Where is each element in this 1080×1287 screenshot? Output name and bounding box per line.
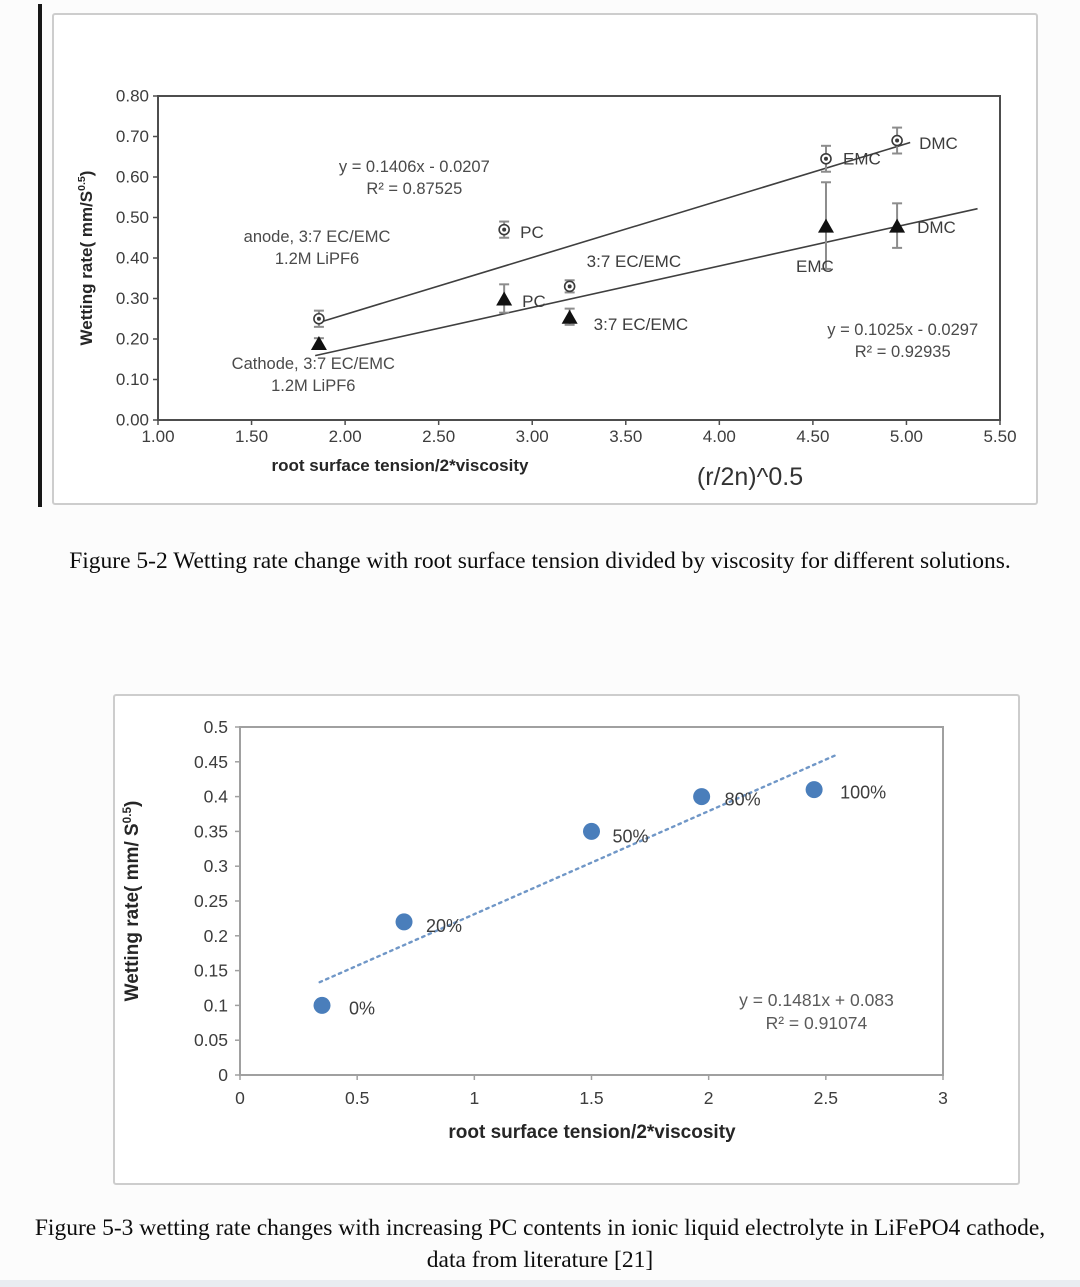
y-axis-title: Wetting rate( mm/ $S^{0.5}$) [121, 800, 143, 1002]
data-point [892, 136, 902, 146]
data-point [818, 219, 834, 233]
svg-text:1.2M LiPF6: 1.2M LiPF6 [274, 249, 360, 268]
svg-text:y = 0.1025x - 0.0297: y = 0.1025x - 0.0297 [827, 321, 979, 340]
point-label: 3:7 EC/EMC [586, 251, 682, 271]
point-label: 100% [840, 782, 887, 803]
figure-5-2-caption: Figure 5-2 Wetting rate change with root surface tension divided by viscosity for different solutions. [69, 548, 1011, 574]
svg-text:R² = 0.91074: R² = 0.91074 [765, 1012, 868, 1033]
figure-5-3-caption: Figure 5-3 wetting rate changes with increasing PC contents in ionic liquid electrolyte in LiFePO4 cathode, data from literature [21] [34, 1215, 1046, 1273]
svg-text:y = 0.1481x + 0.083: y = 0.1481x + 0.083 [739, 989, 894, 1010]
data-point [396, 913, 413, 930]
svg-text:4.50: 4.50 [796, 427, 830, 446]
fig52-wetting-rate-chart [54, 15, 1036, 503]
svg-text:5.00: 5.00 [889, 427, 923, 446]
y-axis [116, 87, 158, 430]
svg-text:0.4: 0.4 [203, 786, 228, 807]
svg-text:y = 0.1406x - 0.0207: y = 0.1406x - 0.0207 [338, 157, 490, 176]
svg-text:0.00: 0.00 [115, 410, 149, 430]
data-point [314, 997, 331, 1014]
svg-text:0.70: 0.70 [115, 127, 149, 146]
point-label: PC [520, 223, 544, 243]
x-axis-title: root surface tension/2*viscosity [448, 1122, 736, 1143]
svg-text:1.50: 1.50 [235, 427, 269, 446]
svg-text:R² = 0.92935: R² = 0.92935 [854, 343, 951, 362]
data-point [806, 781, 823, 798]
svg-text:0: 0 [218, 1065, 228, 1085]
svg-text:0.5: 0.5 [345, 1088, 370, 1108]
annotation [244, 228, 391, 268]
x-axis [141, 420, 1016, 446]
data-point [821, 154, 831, 164]
svg-text:1.2M LiPF6: 1.2M LiPF6 [271, 377, 356, 396]
svg-text:0.60: 0.60 [115, 167, 149, 187]
svg-text:0.50: 0.50 [115, 208, 149, 227]
point-label: 20% [426, 915, 463, 936]
point-label: 80% [724, 789, 761, 810]
svg-text:0.80: 0.80 [115, 86, 149, 106]
svg-text:2.50: 2.50 [422, 427, 456, 446]
point-label: DMC [919, 134, 958, 154]
svg-text:0.40: 0.40 [115, 248, 149, 268]
series-0 [314, 755, 887, 1018]
svg-text:4.00: 4.00 [702, 427, 736, 446]
point-label: 0% [349, 998, 376, 1019]
annotation [739, 990, 894, 1033]
svg-text:0.30: 0.30 [115, 289, 149, 308]
svg-text:1.00: 1.00 [141, 427, 175, 446]
point-label: 50% [612, 826, 649, 847]
svg-text:anode, 3:7 EC/EMC: anode, 3:7 EC/EMC [243, 227, 391, 246]
svg-text:0.35: 0.35 [193, 821, 228, 842]
svg-text:1.5: 1.5 [579, 1088, 604, 1108]
y-axis [194, 717, 240, 1085]
x-axis-title: root surface tension/2*viscosity [271, 456, 529, 475]
annotation [827, 321, 978, 361]
svg-text:1: 1 [469, 1088, 480, 1108]
svg-text:0.1: 0.1 [203, 995, 228, 1016]
svg-text:2.5: 2.5 [813, 1088, 838, 1108]
svg-text:0.05: 0.05 [193, 1030, 228, 1051]
figure-5-3 [113, 694, 1020, 1185]
annotation [339, 158, 490, 198]
svg-text:0: 0 [235, 1088, 245, 1108]
data-point [314, 314, 324, 324]
data-point [499, 225, 509, 235]
svg-text:Cathode, 3:7 EC/EMC: Cathode, 3:7 EC/EMC [231, 355, 395, 374]
x-axis [235, 1075, 948, 1108]
point-label: EMC [842, 149, 881, 169]
svg-text:2: 2 [703, 1088, 714, 1108]
svg-text:R² = 0.87525: R² = 0.87525 [366, 179, 463, 198]
point-label: 3:7 EC/EMC [593, 315, 689, 335]
point-label: DMC [917, 218, 956, 238]
data-point [565, 281, 575, 291]
data-point [496, 292, 512, 306]
svg-text:0.25: 0.25 [193, 891, 228, 911]
svg-text:3.00: 3.00 [515, 427, 549, 446]
y-axis-title: Wetting rate( $mm/S^{0.5}$) [76, 170, 96, 346]
svg-text:0.2: 0.2 [203, 925, 228, 946]
x-axis-title-secondary: (r/2n)^0.5 [696, 463, 804, 491]
svg-text:0.20: 0.20 [115, 329, 149, 349]
data-point [583, 823, 600, 840]
point-label: EMC [795, 257, 834, 277]
svg-text:3: 3 [938, 1088, 948, 1108]
page-edge-artifact [38, 4, 42, 507]
svg-text:5.50: 5.50 [983, 427, 1017, 446]
svg-text:3.50: 3.50 [609, 427, 643, 446]
page-bottom-edge [0, 1280, 1080, 1287]
data-point [562, 310, 578, 324]
annotation [232, 355, 395, 395]
svg-text:0.45: 0.45 [193, 751, 228, 772]
svg-text:2.00: 2.00 [328, 427, 362, 446]
data-point [693, 788, 710, 805]
data-point [311, 336, 327, 350]
point-label: PC [522, 292, 546, 311]
svg-text:0.10: 0.10 [115, 370, 149, 389]
fig53-wetting-rate-chart [115, 696, 1018, 1183]
figure-5-2 [52, 13, 1038, 505]
svg-text:0.15: 0.15 [193, 960, 228, 981]
svg-text:0.5: 0.5 [203, 717, 228, 737]
svg-text:0.3: 0.3 [203, 856, 228, 877]
